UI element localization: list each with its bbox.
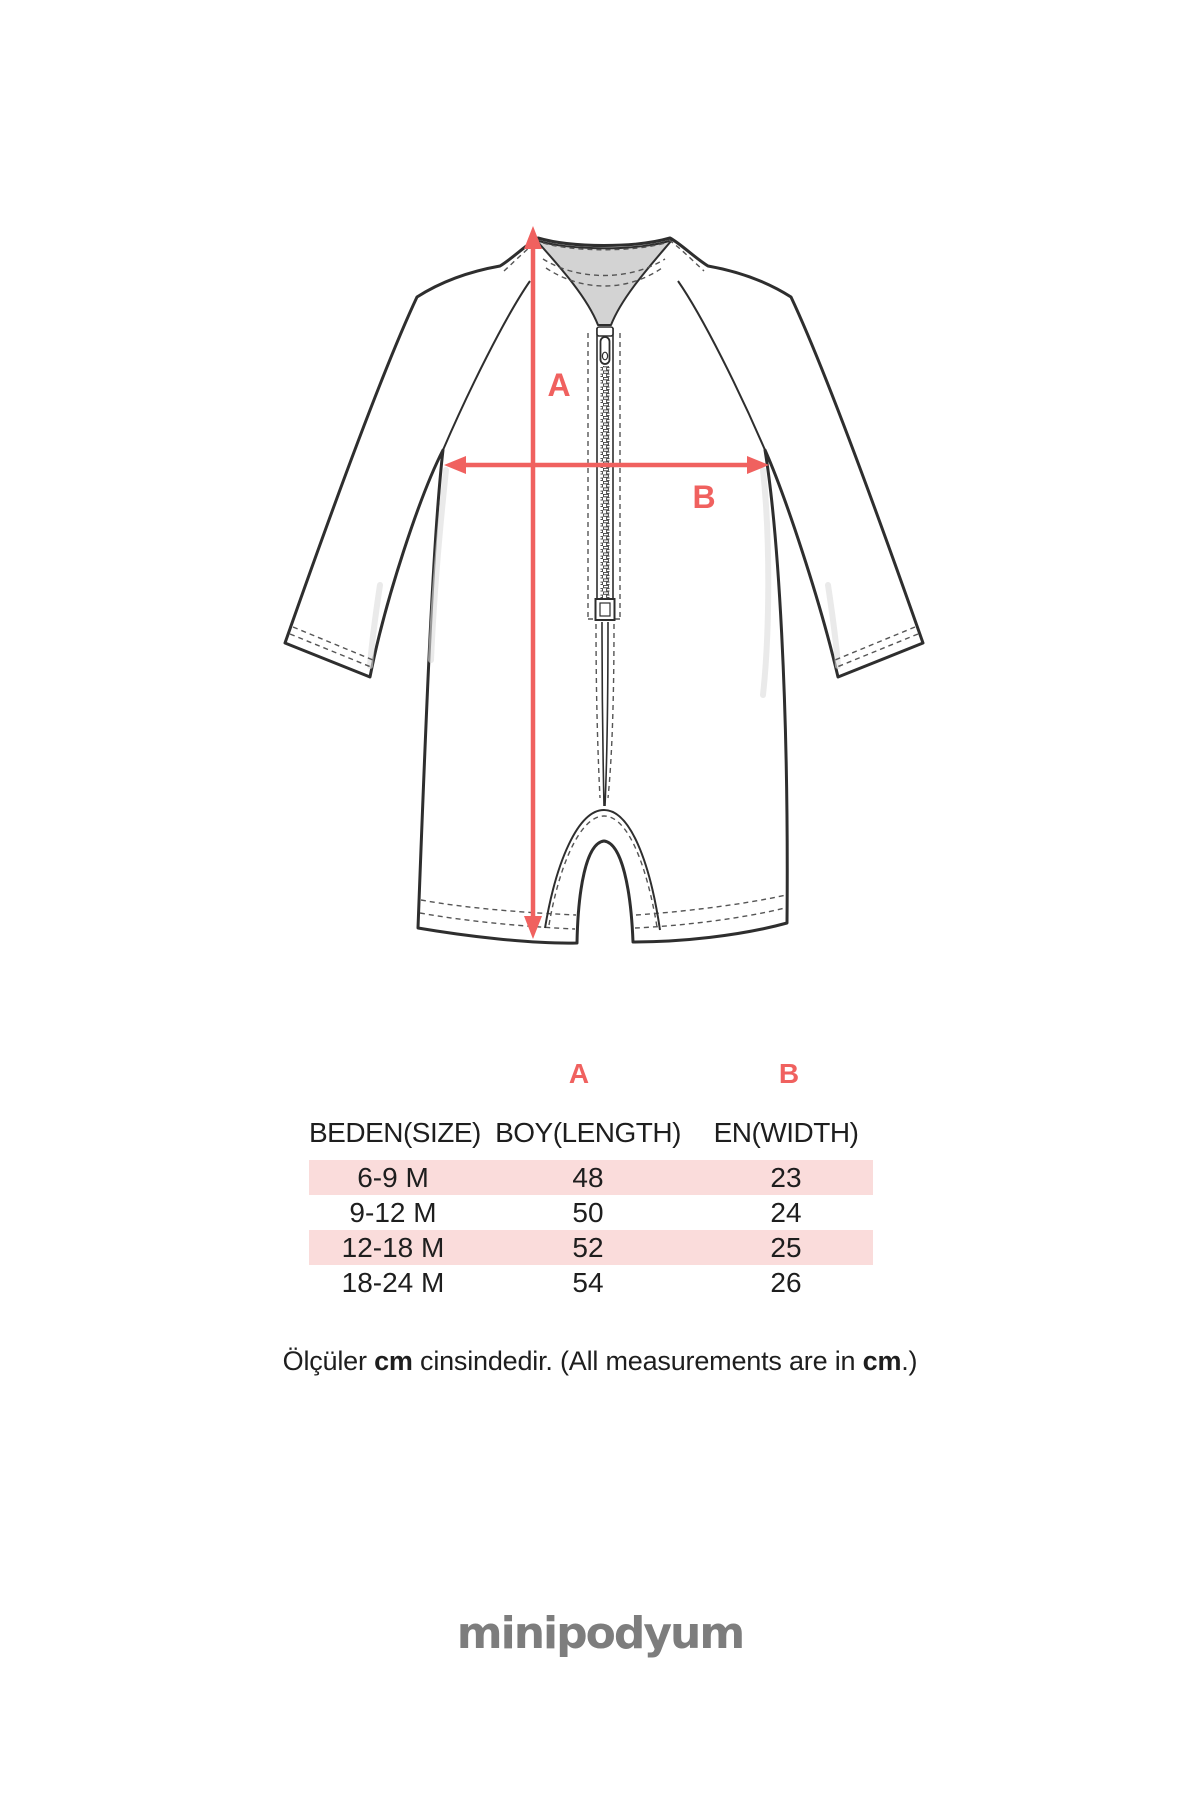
zipper-stop (596, 599, 615, 620)
table-header-row (309, 1111, 873, 1155)
zipper-teeth (601, 366, 610, 598)
size-cell: 18-24 M (341, 1267, 445, 1298)
size-cell: 6-9 M (357, 1162, 429, 1193)
length-cell: 50 (572, 1197, 604, 1228)
column-header-width: EN(WIDTH) (713, 1117, 859, 1148)
measurement-note (0, 1346, 1200, 1377)
length-cell: 52 (572, 1232, 604, 1263)
column-header-size: BEDEN(SIZE) (309, 1117, 481, 1148)
table-label-a: A (568, 1058, 590, 1089)
brand-logo: minipodyum (456, 1608, 744, 1659)
table-label-b: B (778, 1058, 800, 1089)
label-a: A (547, 367, 571, 403)
length-cell: 54 (572, 1267, 604, 1298)
note-unit: cm (374, 1346, 413, 1376)
table-row (309, 1265, 873, 1300)
size-cell: 12-18 M (341, 1232, 445, 1263)
width-cell: 25 (770, 1232, 802, 1263)
table-row (309, 1160, 873, 1195)
width-cell: 26 (770, 1267, 802, 1298)
length-cell: 48 (572, 1162, 604, 1193)
note-unit: cm (862, 1346, 902, 1376)
size-cell: 9-12 M (349, 1197, 437, 1228)
size-table (309, 1160, 873, 1300)
note-text: cinsindedir. (All measurements are in (412, 1346, 863, 1376)
label-b: B (692, 479, 716, 515)
table-row (309, 1195, 873, 1230)
note-text: .) (901, 1346, 918, 1376)
table-row (309, 1230, 873, 1265)
width-cell: 23 (770, 1162, 802, 1193)
width-cell: 24 (770, 1197, 802, 1228)
column-header-length: BOY(LENGTH) (495, 1117, 681, 1148)
note-text: Ölçüler (282, 1346, 375, 1376)
